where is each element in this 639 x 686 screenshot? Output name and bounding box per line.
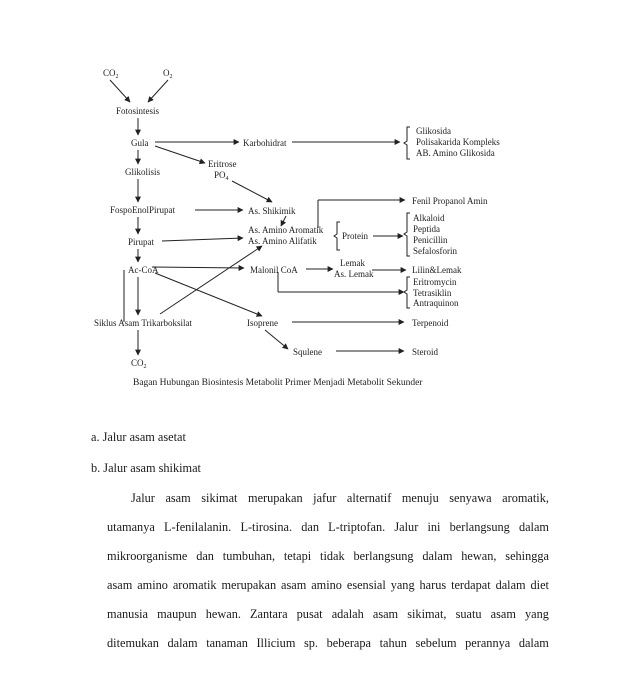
- paragraph-word: tumbuhan,: [222, 549, 276, 563]
- node-lemak: Lemak: [340, 258, 365, 268]
- paragraph-word: sikimat,: [407, 607, 447, 621]
- paragraph-word: ditemukan: [107, 636, 159, 650]
- node-fotosintesis: Fotosintesis: [116, 106, 160, 116]
- paragraph-word: tahun: [379, 636, 407, 650]
- bracket-antibiotik: [404, 277, 410, 308]
- bracket-protein-products: [404, 213, 410, 256]
- paragraph-word: manusia: [107, 607, 148, 621]
- paragraph-word: dalam: [518, 636, 549, 650]
- list-item-b: b. Jalur asam shikimat: [91, 461, 201, 475]
- paragraph-word: maupun: [157, 607, 197, 621]
- node-as-amino-alifatik: As. Amino Alifatik: [248, 236, 317, 246]
- paragraph-word: asam: [165, 491, 191, 505]
- paragraph-word: pusat: [296, 607, 323, 621]
- paragraph-word: L-triptofan.: [328, 520, 386, 534]
- paragraph-word: diet: [530, 578, 549, 592]
- paragraph-word: suatu: [455, 607, 482, 621]
- paragraph-word: adalah: [331, 607, 364, 621]
- paragraph-word: sehingga: [505, 549, 549, 563]
- product-antraquinon: Antraquinon: [413, 298, 459, 308]
- paragraph-word: sikimat: [201, 491, 238, 505]
- paragraph-word: asam: [490, 607, 516, 621]
- diagram-caption: Bagan Hubungan Biosintesis Metabolit Primer Menjadi Metabolit Sekunder: [133, 378, 423, 388]
- paragraph-word: esensial: [346, 578, 386, 592]
- node-karbohidrat: Karbohidrat: [243, 138, 287, 148]
- node-co2-top: $CO_2$: [103, 68, 119, 80]
- node-fenil-propanol-amin: Fenil Propanol Amin: [412, 196, 488, 206]
- paragraph-word: sp.: [304, 636, 319, 650]
- product-sefalosforin: Sefalosforin: [413, 246, 457, 256]
- paragraph-word: Illicium: [256, 636, 296, 650]
- node-pirupat: Pirupat: [128, 237, 154, 247]
- product-tetrasiklin: Tetrasiklin: [413, 288, 452, 298]
- node-glikolisis: Glikolisis: [125, 167, 161, 177]
- paragraph-word: Jalur: [394, 520, 419, 534]
- product-ab-amino-glikosida: AB. Amino Glikosida: [416, 148, 495, 158]
- paragraph-line: [131, 491, 549, 505]
- paragraph-word: dalam: [518, 520, 549, 534]
- list-item-a: a. Jalur asam asetat: [91, 430, 186, 444]
- paragraph-word: alternatif: [346, 491, 392, 505]
- node-terpenoid: Terpenoid: [412, 318, 449, 328]
- paragraph-line: [107, 578, 549, 592]
- node-fospoenolpirupat: FospoEnolPirupat: [110, 205, 176, 215]
- product-penicillin: Penicillin: [413, 235, 448, 245]
- product-glikosida: Glikosida: [416, 126, 451, 136]
- node-malonil-coa: Malonil CoA: [250, 265, 298, 275]
- paragraph-word: dalam: [422, 549, 453, 563]
- product-peptida: Peptida: [413, 224, 440, 234]
- paragraph-word: harus: [419, 578, 447, 592]
- node-lilin-lemak: Lilin&Lemak: [412, 265, 462, 275]
- paragraph-line: [107, 549, 549, 563]
- node-as-shikimik: As. Shikimik: [248, 206, 296, 216]
- paragraph-word: amino: [311, 578, 342, 592]
- product-eritromycin: Eritromycin: [413, 277, 457, 287]
- paragraph-word: aromatik: [172, 578, 217, 592]
- paragraph-word: asam: [372, 607, 399, 621]
- paragraph-word: Zantara: [250, 607, 288, 621]
- node-steroid: Steroid: [412, 347, 438, 357]
- arrows: [110, 80, 406, 355]
- paragraph-word: dan: [301, 520, 319, 534]
- paragraph-word: senyawa: [449, 491, 492, 505]
- bracket-karbohidrat: [404, 127, 410, 159]
- paragraph-word: dalam: [495, 578, 526, 592]
- paragraph-word: dan: [196, 549, 214, 563]
- paragraph-word: dalam: [167, 636, 198, 650]
- paragraph-word: merupakan: [221, 578, 277, 592]
- node-ac-coa: Ac-CoA: [128, 265, 159, 275]
- paragraph-word: asam: [107, 578, 133, 592]
- node-o2: $O_2$: [163, 68, 173, 80]
- node-protein: Protein: [342, 231, 368, 241]
- paragraph-word: beberapa: [326, 636, 371, 650]
- product-alkaloid: Alkaloid: [413, 213, 445, 223]
- paragraph-word: yang: [524, 607, 549, 621]
- paragraph-word: tanaman: [206, 636, 248, 650]
- paragraph-word: jafur: [313, 491, 337, 505]
- paragraph-word: L-fenilalanin.: [164, 520, 232, 534]
- paragraph-word: utamanya: [107, 520, 155, 534]
- paragraph-word: merupakan: [248, 491, 303, 505]
- paragraph-word: berlangsung: [449, 520, 510, 534]
- product-polisakarida: Polisakarida Kompleks: [416, 137, 500, 147]
- paragraph-line: [107, 607, 549, 621]
- paragraph-word: perannya: [465, 636, 511, 650]
- paragraph-word: hewan.: [205, 607, 241, 621]
- paragraph-word: yang: [390, 578, 415, 592]
- node-co2-bottom: $CO_2$: [131, 358, 147, 370]
- paragraph-word: terdapat: [451, 578, 491, 592]
- paragraph-word: mikroorganisme: [107, 549, 188, 563]
- paragraph-word: menuju: [401, 491, 439, 505]
- node-as-amino-aromatik: As. Amino Aromatik: [248, 225, 324, 235]
- paragraph-word: berlangsung: [353, 549, 414, 563]
- bracket-amino-acids: [334, 222, 340, 250]
- paragraph-line: [107, 520, 549, 534]
- paragraph-word: sebelum: [415, 636, 457, 650]
- node-as-lemak: As. Lemak: [334, 269, 374, 279]
- paragraph-word: tidak: [320, 549, 345, 563]
- paragraph-word: Jalur: [131, 491, 155, 505]
- paragraph-word: tetapi: [283, 549, 312, 563]
- node-siklus-asam-trikarboksilat: Siklus Asam Trikarboksilat: [94, 318, 193, 328]
- paragraph-line: [107, 636, 549, 650]
- paragraph-word: L-tirosina.: [240, 520, 293, 534]
- node-squlene: Squlene: [293, 347, 322, 357]
- paragraph-word: asam: [281, 578, 307, 592]
- paragraph-word: amino: [137, 578, 168, 592]
- paragraph-word: ini: [427, 520, 441, 534]
- node-eritrose: Eritrose: [208, 159, 237, 169]
- node-gula: Gula: [131, 138, 149, 148]
- node-po4: $PO_4$: [214, 170, 229, 182]
- node-isoprene: Isoprene: [247, 318, 278, 328]
- paragraph-word: aromatik,: [502, 491, 549, 505]
- paragraph-word: hewan,: [461, 549, 497, 563]
